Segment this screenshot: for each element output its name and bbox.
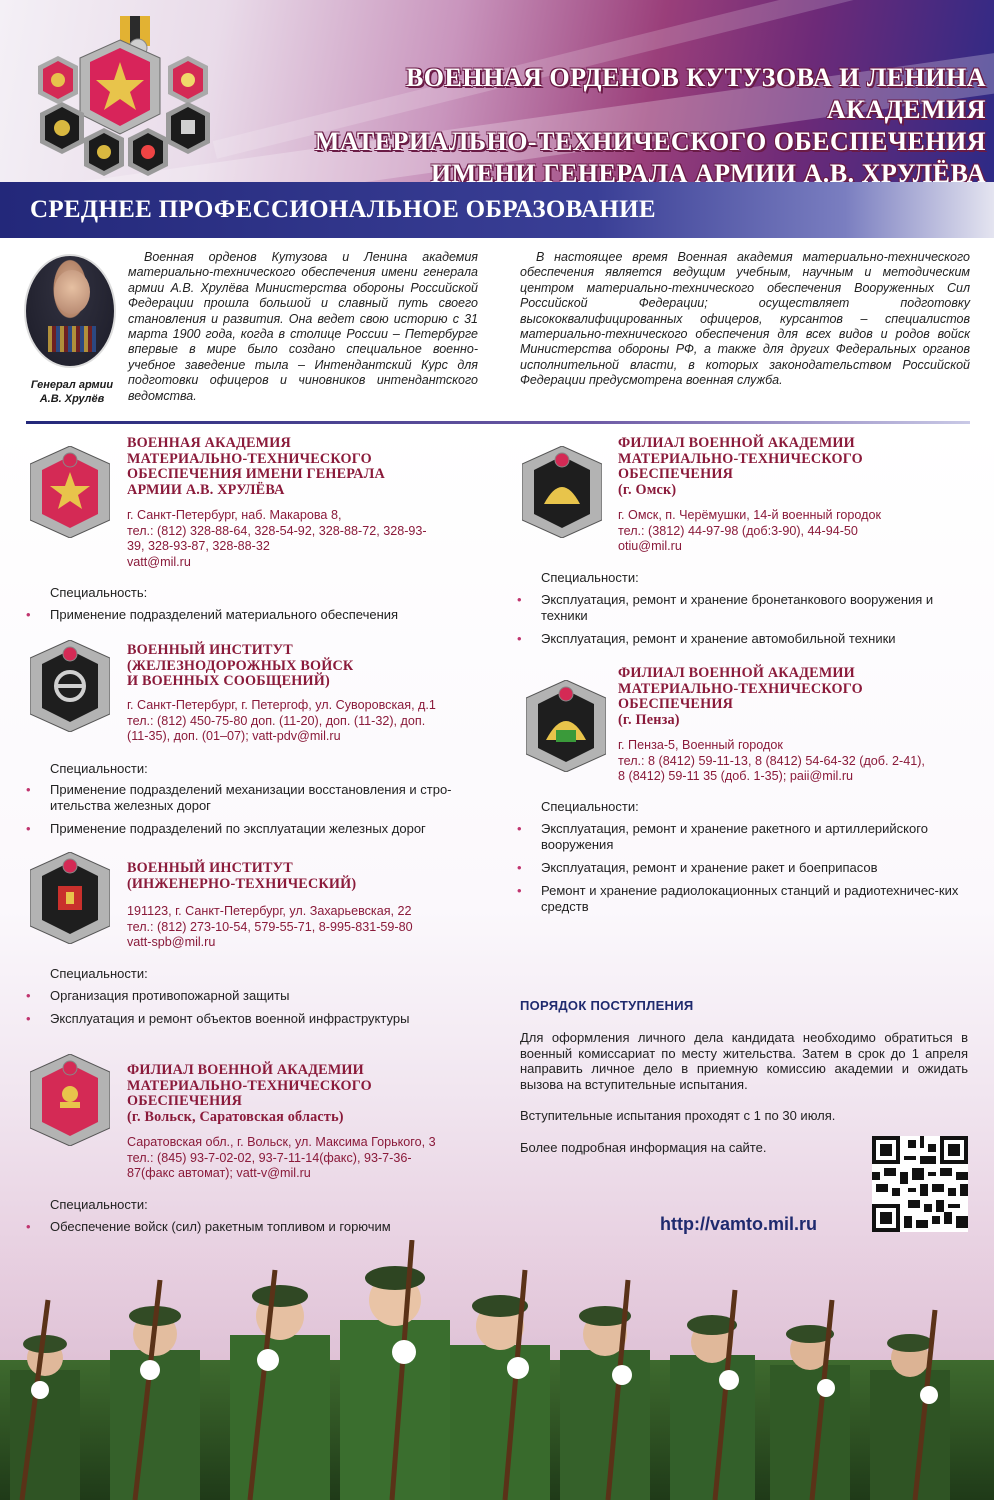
- contact-line: г. Пенза-5, Военный городок: [618, 738, 783, 752]
- institution-city: (г. Пенза): [618, 711, 680, 728]
- contact-line: тел.: (812) 450-75-80 доп. (11-20), доп. (11-32), доп.: [127, 713, 426, 728]
- academy-title-line: ВОЕННАЯ ОРДЕНОВ КУТУЗОВА И ЛЕНИНА АКАДЕМИЯ: [405, 63, 986, 124]
- website-link[interactable]: http://vamto.mil.ru: [660, 1214, 817, 1234]
- intro-history-text: Военная орденов Кутузова и Ленина академия материально-технического обеспечения имени генерала армии А.В. Хрулёва Министерства обороны Российской Федерации прошла большой и славный путь своего становления и развития. Она ведет свою историю с 31 марта 1900 года, когда в столице России – Петербурге впервые в мире было создано специальное военно-учебное заведение тыла – Интендантский Курс для подготовки офицеров и чиновников интендантского ведомства.: [128, 250, 478, 403]
- specialty-item: • Применение подразделений по эксплуатации железных дорог: [24, 821, 484, 837]
- institution-name-line: ФИЛИАЛ ВОЕННОЙ АКАДЕМИИ: [618, 665, 855, 681]
- portrait-caption-line: Генерал армии: [30, 379, 114, 391]
- institution-city: (г. Вольск, Саратовская область): [127, 1108, 344, 1125]
- specialty-list: [24, 607, 494, 630]
- contact-line: Саратовская обл., г. Вольск, ул. Максима Горького, 3: [127, 1135, 436, 1149]
- institution-city: (г. Омск): [618, 481, 677, 498]
- institution-name: [127, 1063, 497, 1125]
- institution-name-line: И ВОЕННЫХ СООБЩЕНИЙ): [127, 673, 330, 690]
- academy-crest-cluster-icon: [28, 16, 218, 176]
- institution-name-line: МАТЕРИАЛЬНО-ТЕХНИЧЕСКОГО: [127, 1077, 372, 1094]
- institution-name: [127, 861, 497, 892]
- academy-title-line: МАТЕРИАЛЬНО-ТЕХНИЧЕСКОГО ОБЕСПЕЧЕНИЯ: [314, 127, 986, 156]
- specialty-item: • Применение подразделений материального обеспечения: [24, 607, 494, 623]
- contact-line: 8 (8412) 59-11 35 (доб. 1-35); paii@mil.ru: [618, 769, 854, 784]
- contact-line: 87(факс автомат); vatt-v@mil.ru: [127, 1166, 311, 1181]
- institution-name-line: МАТЕРИАЛЬНО-ТЕХНИЧЕСКОГО: [618, 680, 863, 697]
- institution-name-line: ВОЕННЫЙ ИНСТИТУТ: [127, 860, 293, 876]
- institution-name-line: ОБЕСПЕЧЕНИЯ: [618, 466, 734, 483]
- specialty-item: • Эксплуатация, ремонт и хранение автомобильной техники: [515, 631, 970, 647]
- contact-line: г. Омск, п. Черёмушки, 14-й военный городок: [618, 508, 881, 522]
- institution-contacts: [127, 904, 497, 951]
- admission-more-info: Более подробная информация на сайте.: [520, 1140, 767, 1155]
- penza-branch-emblem-icon: [526, 680, 606, 772]
- contact-line: тел.: (3812) 44-97-98 (доб:3-90), 44-94-50: [618, 523, 858, 538]
- admission-procedure-text: Для оформления личного дела кандидата необходимо обратиться в военный комиссариат по месту жительства. Затем в срок до 1 апреля направить личное дело в приемную комиссию академии и ожидать вызова на вступительные испытания.: [520, 1030, 968, 1092]
- email-link[interactable]: vatt@mil.ru: [127, 554, 191, 569]
- contact-line: тел.: 8 (8412) 59-11-13, 8 (8412) 54-64-32 (доб. 2-41),: [618, 753, 925, 768]
- institution-name-line: АРМИИ А.В. ХРУЛЁВА: [127, 481, 285, 498]
- specialty-list: [515, 592, 970, 654]
- institution-name-line: ФИЛИАЛ ВОЕННОЙ АКАДЕМИИ: [618, 435, 855, 451]
- intro-present-text: В настоящее время Военная академия материально-технического обеспечения является ведущим учебным, научным и методическим центром материально-технического обеспечения Вооруженных Сил Российской Федерации; осуществляет подготовку высококвалифицированных офицеров, курсантов – специалистов материально-технического обеспечения для всех видов и родов войск Министерства обороны РФ, а также для других Федеральных органов исполнительной власти, в которых законодательством Российской Федерации предусмотрена военная служба.: [520, 250, 970, 388]
- omsk-branch-emblem-icon: [522, 446, 602, 538]
- header-banner: [0, 0, 994, 182]
- institution-name-line: ОБЕСПЕЧЕНИЯ ИМЕНИ ГЕНЕРАЛА: [127, 466, 385, 483]
- institution-contacts: [127, 698, 497, 745]
- academy-title-line: ИМЕНИ ГЕНЕРАЛА АРМИИ А.В. ХРУЛЁВА: [430, 159, 986, 182]
- institution-name-line: ФИЛИАЛ ВОЕННОЙ АКАДЕМИИ: [127, 1062, 364, 1078]
- engineering-institute-emblem-icon: [30, 852, 110, 944]
- institution-name-line: ВОЕННАЯ АКАДЕМИЯ: [127, 435, 291, 451]
- specialty-item: • Организация противопожарной защиты: [24, 988, 494, 1004]
- academy-emblem-icon: [30, 446, 110, 538]
- railway-institute-emblem-icon: [30, 640, 110, 732]
- institution-name-line: ОБЕСПЕЧЕНИЯ: [618, 696, 734, 713]
- contact-line: 191123, г. Санкт-Петербург, ул. Захарьевская, 22: [127, 904, 412, 918]
- specialty-item: • Ремонт и хранение радиолокационных станций и радиотехничес-ких средств: [515, 883, 970, 915]
- institution-name-line: (ЖЕЛЕЗНОДОРОЖНЫХ ВОЙСК: [127, 657, 354, 674]
- section-title: СРЕДНЕЕ ПРОФЕССИОНАЛЬНОЕ ОБРАЗОВАНИЕ: [30, 196, 656, 223]
- email-link[interactable]: otiu@mil.ru: [618, 539, 682, 554]
- section-divider: [26, 421, 970, 424]
- portrait-caption-line: А.В. Хрулёв: [39, 393, 105, 405]
- specialty-label: Специальности:: [50, 966, 148, 981]
- admission-exam-dates: Вступительные испытания проходят с 1 по 30 июля.: [520, 1108, 836, 1123]
- specialty-item: • Эксплуатация, ремонт и хранение ракет и боеприпасов: [515, 860, 970, 876]
- contact-line: тел.: (845) 93-7-02-02, 93-7-11-14(факс), 93-7-36-: [127, 1150, 412, 1165]
- specialty-list: [24, 782, 484, 844]
- institution-name: [127, 436, 497, 498]
- contact-line: (11-35), доп. (01–07); vatt-pdv@mil.ru: [127, 729, 341, 744]
- institution-name-line: (ИНЖЕНЕРНО-ТЕХНИЧЕСКИЙ): [127, 875, 357, 892]
- specialty-item: • Эксплуатация и ремонт объектов военной инфраструктуры: [24, 1011, 494, 1027]
- institution-contacts: [127, 508, 497, 570]
- specialty-label: Специальность:: [50, 585, 148, 600]
- institution-contacts: [618, 738, 978, 785]
- institution-name: [618, 436, 978, 498]
- specialty-label: Специальности:: [50, 1197, 148, 1212]
- cadet-parade-photo: [0, 1240, 994, 1500]
- specialty-item: • Эксплуатация, ремонт и хранение бронетанкового вооружения и техники: [515, 592, 970, 624]
- specialty-item: • Обеспечение войск (сил) ракетным топливом и горючим: [24, 1219, 494, 1235]
- contact-line: 39, 328-93-87, 328-88-32: [127, 539, 270, 554]
- institution-contacts: [618, 508, 978, 555]
- contact-line: г. Санкт-Петербург, г. Петергоф, ул. Суворовская, д.1: [127, 698, 436, 712]
- general-portrait: [24, 254, 116, 368]
- specialty-list: [24, 988, 494, 1034]
- institution-name-line: МАТЕРИАЛЬНО-ТЕХНИЧЕСКОГО: [127, 450, 372, 467]
- volsk-branch-emblem-icon: [30, 1054, 110, 1146]
- contact-line: тел.: (812) 273-10-54, 579-55-71, 8-995-831-59-80: [127, 919, 413, 934]
- specialty-label: Специальности:: [541, 570, 639, 585]
- contact-line: г. Санкт-Петербург, наб. Макарова 8,: [127, 508, 342, 522]
- institution-name: [618, 666, 978, 728]
- contact-line: тел.: (812) 328-88-64, 328-54-92, 328-88-72, 328-93-: [127, 523, 427, 538]
- admission-title: ПОРЯДОК ПОСТУПЛЕНИЯ: [520, 998, 694, 1013]
- academy-title: [256, 62, 986, 182]
- institution-name: [127, 643, 497, 690]
- section-bar: [0, 182, 994, 238]
- specialty-list: [24, 1219, 494, 1242]
- portrait-caption: [18, 378, 126, 406]
- specialty-label: Специальности:: [541, 799, 639, 814]
- institution-name-line: МАТЕРИАЛЬНО-ТЕХНИЧЕСКОГО: [618, 450, 863, 467]
- institution-name-line: ОБЕСПЕЧЕНИЯ: [127, 1093, 243, 1110]
- institution-name-line: ВОЕННЫЙ ИНСТИТУТ: [127, 642, 293, 658]
- institution-contacts: [127, 1135, 497, 1182]
- specialty-list: [515, 821, 970, 922]
- qr-code-icon[interactable]: [872, 1136, 968, 1232]
- specialty-item: • Эксплуатация, ремонт и хранение ракетного и артиллерийского вооружения: [515, 821, 970, 853]
- specialty-label: Специальности:: [50, 761, 148, 776]
- specialty-item: • Применение подразделений механизации восстановления и стро-ительства железных дорог: [24, 782, 484, 814]
- email-link[interactable]: vatt-spb@mil.ru: [127, 935, 216, 950]
